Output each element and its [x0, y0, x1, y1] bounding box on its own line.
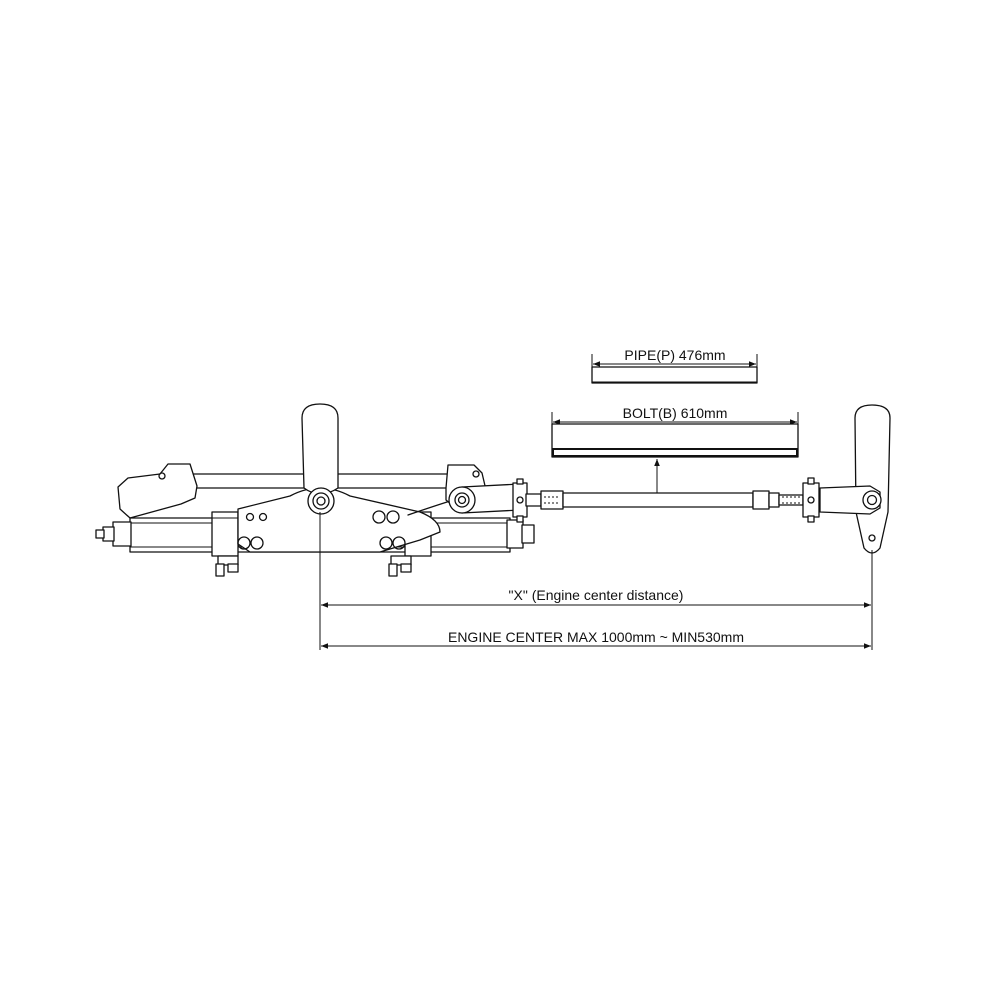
- right-engine-pivot: [863, 491, 881, 509]
- pipe-part: [592, 367, 757, 383]
- left-engine-pivot: [308, 488, 334, 514]
- x-distance-label: "X" (Engine center distance): [508, 587, 684, 603]
- bolt-part: [552, 424, 798, 457]
- engine-center-range-label: ENGINE CENTER MAX 1000mm ~ MIN530mm: [447, 629, 745, 645]
- pipe-label: PIPE(P) 476mm: [624, 347, 726, 363]
- tie-bar: [526, 491, 803, 509]
- bolt-label: BOLT(B) 610mm: [622, 405, 728, 421]
- engine-center-range-dimension: [321, 629, 871, 646]
- right-tiller-arm: [803, 405, 890, 553]
